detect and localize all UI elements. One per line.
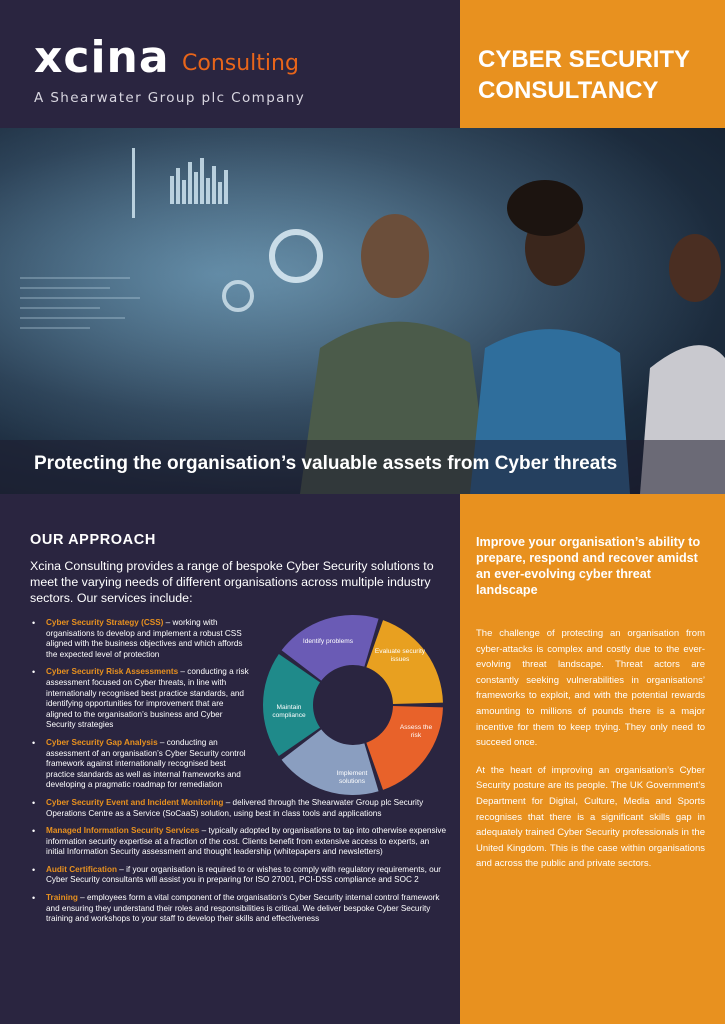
list-item <box>30 798 450 819</box>
sidebar-heading: Improve your organisation’s ability to prepare, respond and recover amidst an ever-evolving cyber threat landscape <box>476 535 701 597</box>
list-item <box>30 893 450 925</box>
service-text: – delivered through the Shearwater Group plc Security Operations Centre as a Service (SoCaaS) solution, using best in class tools and applications <box>46 797 424 818</box>
service-name: Cyber Security Risk Assessments <box>46 667 179 677</box>
cycle-label-implement: Implement solutions <box>336 770 368 785</box>
list-item <box>30 826 450 858</box>
list-item <box>30 865 450 886</box>
sidebar-paragraph-2: At the heart of improving an organisation’s Cyber Security posture are its people. The UK Government’s Department for Digital, Culture, Media and Sports recognises that there is a significant skills gap in adequately trained Cyber Security professionals in the United Kingdom. This is the case within organisations and across the public and private sectors. <box>476 764 705 870</box>
logo-tagline: A Shearwater Group plc Company <box>34 90 306 106</box>
cycle-label-evaluate: Evaluate security issues <box>374 648 426 663</box>
service-text: – conducting an assessment of an organisation’s Cyber Security control framework against internationally recognised best practice standards as well as internal frameworks and developing a pragmatic roadmap for remediation <box>46 737 246 790</box>
cycle-label-identify: Identify problems <box>302 638 354 645</box>
process-cycle-diagram <box>262 612 444 798</box>
logo-wordmark: xcina <box>34 32 170 83</box>
service-text: – working with organisations to develop and implement a robust CSS aligned with the business objectives and which affords the expected level of protection <box>46 618 243 659</box>
service-name: Cyber Security Strategy (CSS) <box>46 618 164 627</box>
hero-caption: Protecting the organisation’s valuable assets from Cyber threats <box>34 453 618 474</box>
sidebar-paragraph-1: The challenge of protecting an organisation from cyber-attacks is complex and costly due to the ever-evolving threat landscape. Threat actors are constantly seeking vulnerabilities in organisations’ frameworks to exploit, and with the potential rewards amounting to millions of pounds there is a major incentive for them to keep trying. They only need to succeed once. <box>476 628 705 749</box>
cycle-label-assess: Assess the risk <box>399 724 433 739</box>
sidebar-panel <box>460 494 725 1024</box>
service-text: – conducting a risk assessment focused on Cyber threats, in line with internationally recognised best practice standards, and identifying opportunities for improvement that are aligned to the organisation’s business and Cyber Security strategies <box>46 667 249 730</box>
hero-caption-bar <box>0 440 725 494</box>
title-box <box>460 0 725 128</box>
title-line-1: CYBER SECURITY <box>478 46 691 73</box>
approach-intro: Xcina Consulting provides a range of bespoke Cyber Security solutions to meet the varying needs of different organisations across multiple industry sectors. Our services include: <box>30 559 434 605</box>
logo-consulting: Consulting <box>182 51 299 76</box>
service-name: Cyber Security Gap Analysis <box>46 737 158 747</box>
service-text: – employees form a vital component of the organisation’s Cyber Security internal control framework and ensuring they understand their roles and responsibilities is critical. We deliver bespoke Cyber Security training and workshops to your staff to develop their skills and effectiveness <box>46 893 440 924</box>
service-name: Training <box>46 893 78 903</box>
service-name: Audit Certification <box>46 864 117 874</box>
service-text: – typically adopted by organisations to tap into otherwise expensive information security expertise at a fraction of the cost. Clients benefit from extensive access to experts, an initial Information Security assessment and thought leadership (whitepapers and newsletters) <box>46 826 447 857</box>
approach-heading: OUR APPROACH <box>30 532 156 548</box>
list-item <box>30 738 250 791</box>
list-item <box>30 618 250 660</box>
title-line-2: CONSULTANCY <box>478 77 659 104</box>
cycle-label-maintain: Maintain compliance <box>272 704 306 719</box>
service-text: – if your organisation is required to or wishes to comply with regulatory requirements, our Cyber Security consultants will assist you in preparing for ISO 27001, PCI-DSS compliance and SOC 2 <box>46 864 441 885</box>
hero-image <box>0 128 725 494</box>
service-name: Cyber Security Event and Incident Monitoring <box>46 797 224 807</box>
logo <box>34 32 306 106</box>
service-name: Managed Information Security Services <box>46 826 200 836</box>
header <box>0 0 725 128</box>
list-item <box>30 667 250 731</box>
